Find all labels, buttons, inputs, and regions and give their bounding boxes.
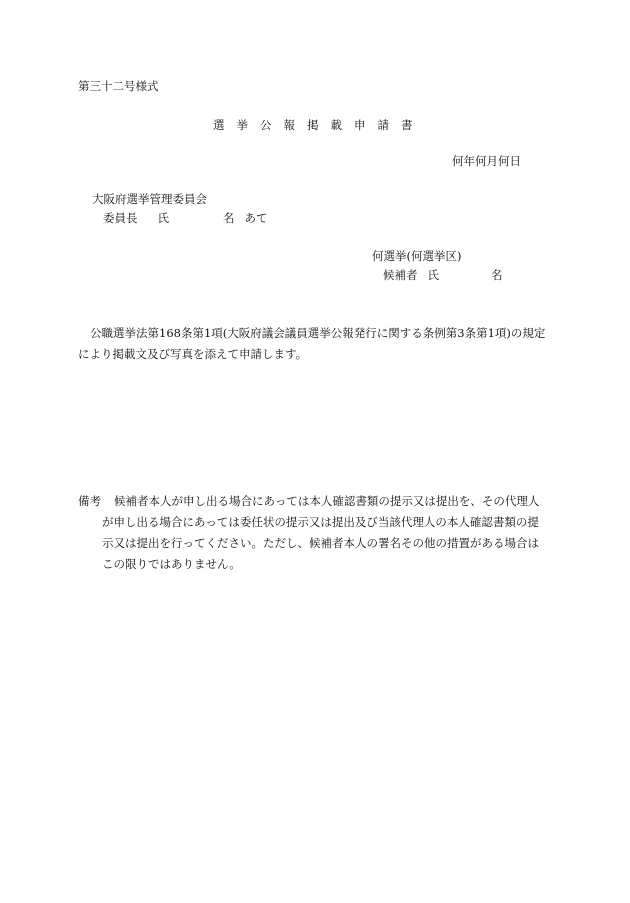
body-line-1: 公職選挙法第168条第1項(大阪府議会議員選挙公報発行に関する条例第3条第1項)の規定 <box>90 326 546 340</box>
applicant-given-label: 名 <box>491 268 503 282</box>
addressee-name-line <box>103 213 268 225</box>
applicant-election: 何選挙(何選挙区) <box>372 249 462 263</box>
addressee-title: 委員長 <box>103 211 138 225</box>
application-body <box>78 323 558 365</box>
date-line: 何年何月何日 <box>452 154 521 168</box>
remarks-line-4: この限りではありません。 <box>102 557 241 571</box>
applicant-name-line <box>383 270 503 282</box>
form-number: 第三十二号様式 <box>78 79 159 93</box>
body-line-2: により掲載文及び写真を添えて申請します。 <box>78 347 308 361</box>
addressee-honorific: あて <box>244 211 268 225</box>
applicant-surname-label: 氏 <box>427 268 439 282</box>
addressee-given-label: 名 <box>223 211 235 225</box>
addressee-surname-label: 氏 <box>157 211 169 225</box>
remarks-label: 備考 <box>78 494 101 508</box>
addressee-organization: 大阪府選挙管理委員会 <box>92 192 207 206</box>
remarks-line-3: 示又は提出を行ってください。ただし、候補者本人の署名その他の措置がある場合は <box>102 536 539 550</box>
document-title: 選挙公報掲載申請書 <box>213 118 425 132</box>
remarks-text <box>102 491 558 575</box>
remarks-line-1: 候補者本人が申し出る場合にあっては本人確認書類の提示又は提出を、その代理人 <box>114 494 540 508</box>
applicant-role: 候補者 <box>383 268 418 282</box>
remarks-line-2: が申し出る場合にあっては委任状の提示又は提出及び当該代理人の本人確認書類の提 <box>102 515 539 529</box>
